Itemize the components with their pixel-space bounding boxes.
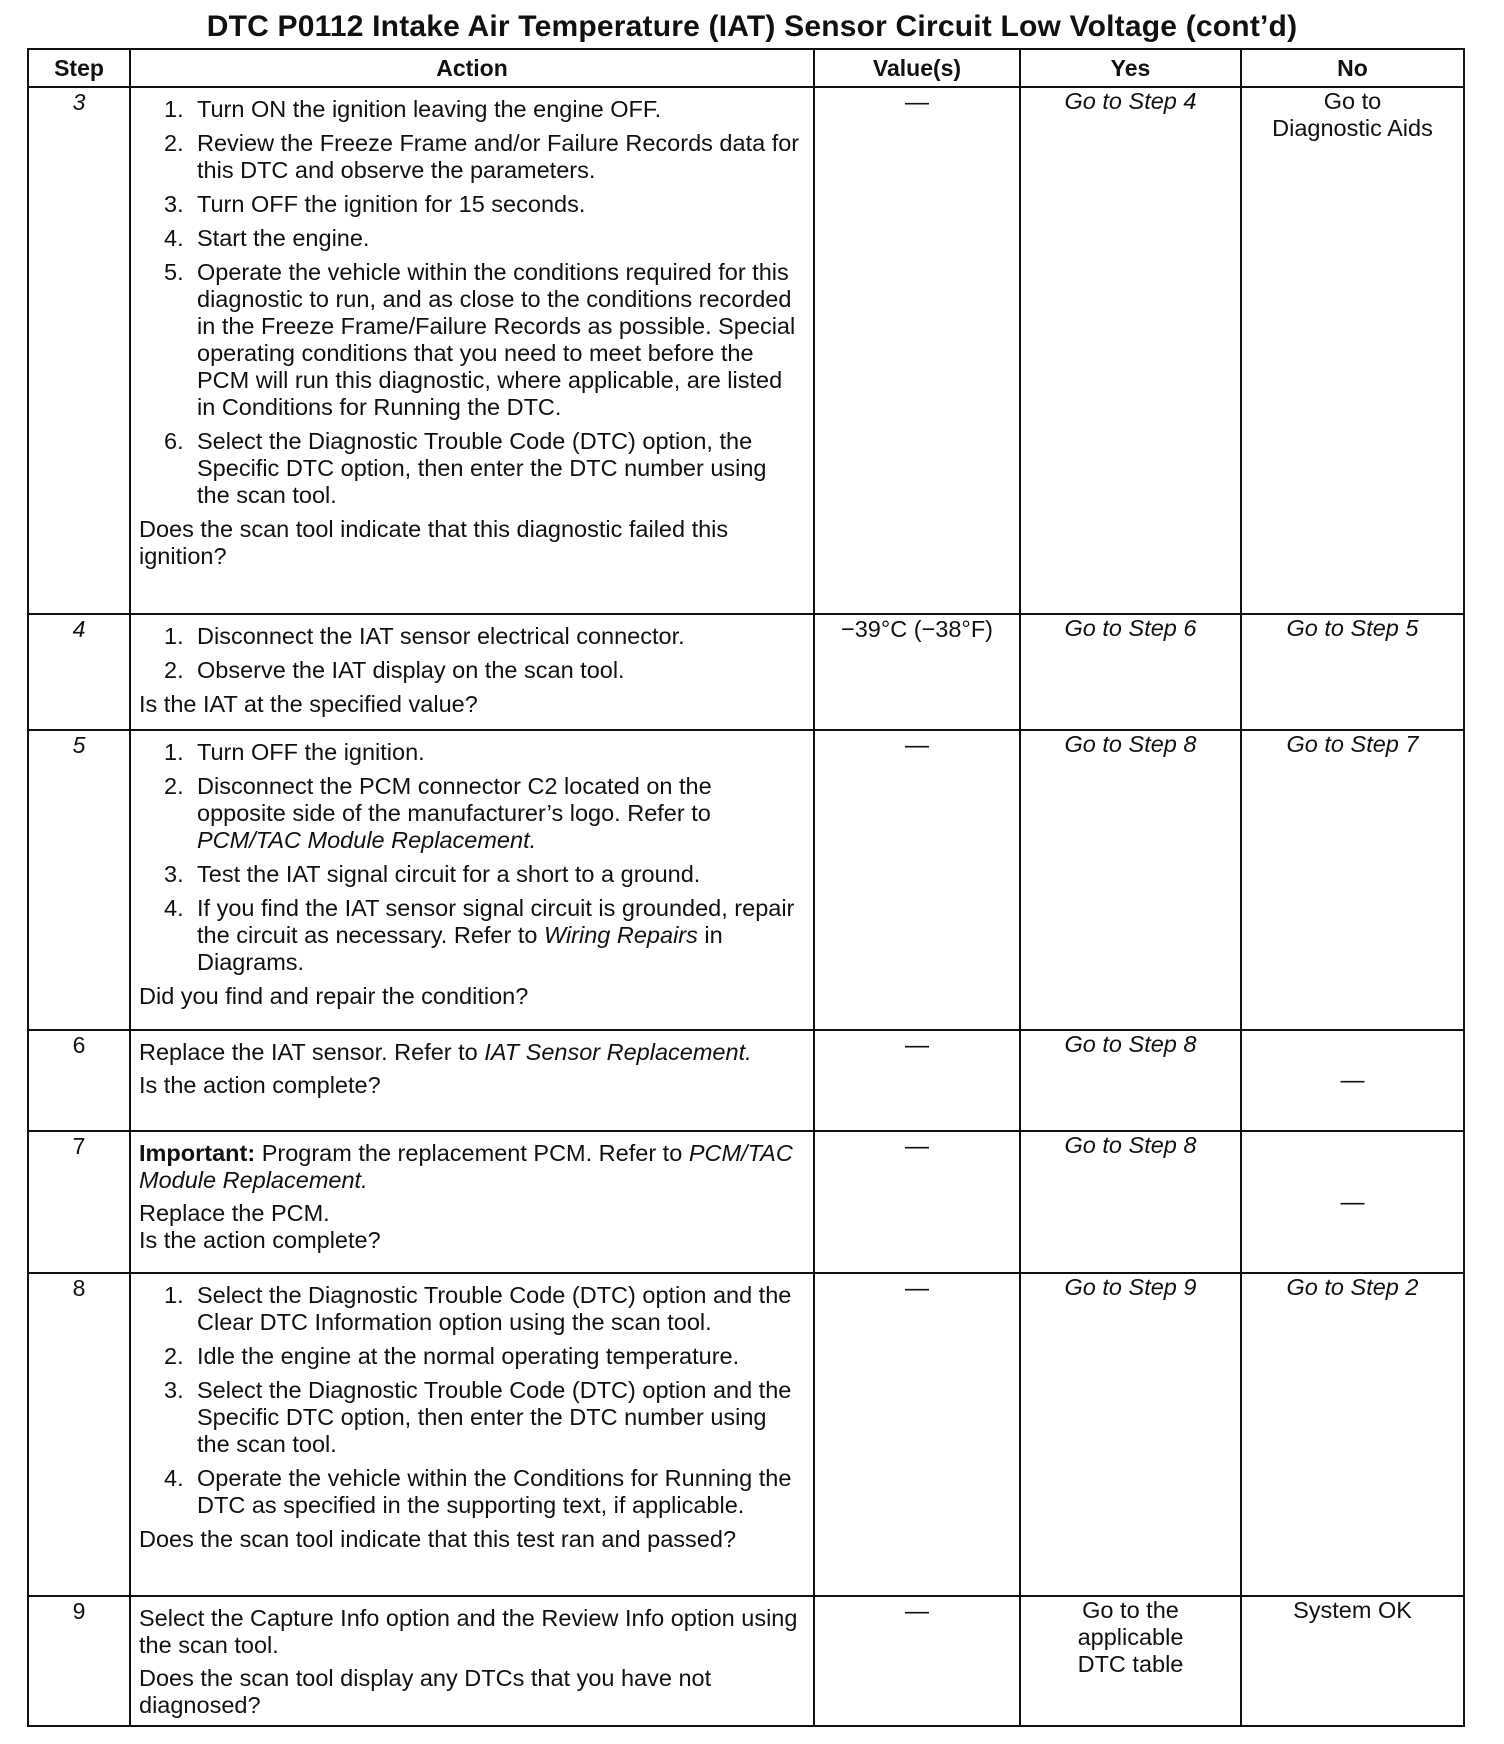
diagnostic-table (27, 48, 1465, 1727)
no-cell: — (1241, 1030, 1464, 1131)
list-item: 5. Operate the vehicle within the conditions required for this diagnostic to run, and as close to the conditions recorded in the Freeze Frame/Failure Records as possible. Special operating conditions that you need to meet before the PCM will run this diagnostic, where applicable, are listed in Conditions for Running the DTC. (164, 259, 796, 420)
question-text: Is the action complete? (139, 1072, 381, 1098)
list-item: 3. Select the Diagnostic Trouble Code (DTC) option and the Specific DTC option, then enter the DTC number using the scan tool. (164, 1377, 792, 1457)
list-item: 1. Turn ON the ignition leaving the engine OFF. (164, 96, 662, 122)
step-number: 6 (28, 1030, 130, 1131)
action-list (139, 623, 805, 684)
yes-cell: Go to Step 6 (1020, 614, 1241, 730)
step-number: 9 (28, 1596, 130, 1726)
table-row-step-3 (28, 87, 1464, 614)
no-cell: Go to Step 2 (1241, 1273, 1464, 1596)
yes-cell: Go to Step 8 (1020, 1131, 1241, 1273)
yes-cell: Go to Step 8 (1020, 730, 1241, 1030)
page-title: DTC P0112 Intake Air Temperature (IAT) Sensor Circuit Low Voltage (cont’d) (206, 10, 1298, 43)
question-text: Is the IAT at the specified value? (139, 691, 478, 717)
list-item: 4. Start the engine. (164, 225, 370, 251)
action-list (139, 1282, 805, 1519)
table-row-step-9 (28, 1596, 1464, 1726)
question-text: Does the scan tool indicate that this test ran and passed? (139, 1526, 737, 1552)
value-cell: — (814, 1273, 1020, 1596)
no-cell: Go to Step 7 (1241, 730, 1464, 1030)
table-row-step-6 (28, 1030, 1464, 1131)
table-row-step-5 (28, 730, 1464, 1030)
no-cell: Go to Step 5 (1241, 614, 1464, 730)
list-item: 3. Test the IAT signal circuit for a short to a ground. (164, 861, 701, 887)
action-cell (130, 87, 814, 614)
important-note: Important: Program the replacement PCM. Refer to PCM/TAC Module Replacement. (139, 1140, 793, 1193)
step-number: 7 (28, 1131, 130, 1273)
list-item: 3. Turn OFF the ignition for 15 seconds. (164, 191, 586, 217)
value-cell: — (814, 1030, 1020, 1131)
action-cell: Important: Program the replacement PCM. Refer to PCM/TAC Module Replacement. Replace the PCM. Is the action complete? (130, 1131, 814, 1273)
action-list (139, 739, 805, 976)
no-cell: — (1241, 1131, 1464, 1273)
header-action: Action (130, 49, 814, 87)
action-cell: Select the Capture Info option and the Review Info option using the scan tool. Does the scan tool display any DTCs that you have not diagnosed? (130, 1596, 814, 1726)
no-cell: Go to Diagnostic Aids (1241, 87, 1464, 614)
table-row-step-4 (28, 614, 1464, 730)
step-number: 3 (28, 87, 130, 614)
yes-cell: Go to Step 8 (1020, 1030, 1241, 1131)
action-cell (130, 1273, 814, 1596)
step-number: 4 (28, 614, 130, 730)
step-number: 5 (28, 730, 130, 1030)
action-cell: Replace the IAT sensor. Refer to IAT Sensor Replacement. Is the action complete? (130, 1030, 814, 1131)
list-item: 1. Turn OFF the ignition. (164, 739, 425, 765)
header-step: Step (28, 49, 130, 87)
question-text: Does the scan tool indicate that this diagnostic failed this ignition? (139, 516, 729, 569)
list-item: 2. Observe the IAT display on the scan tool. (164, 657, 625, 683)
step-number: 8 (28, 1273, 130, 1596)
list-item: 2. Disconnect the PCM connector C2 located on the opposite side of the manufacturer’s logo. Refer to PCM/TAC Module Replacement. (164, 773, 712, 853)
value-cell: — (814, 730, 1020, 1030)
list-item: 1. Disconnect the IAT sensor electrical connector. (164, 623, 685, 649)
table-row-step-8 (28, 1273, 1464, 1596)
action-list (139, 96, 805, 509)
list-item: 2. Review the Freeze Frame and/or Failure Records data for this DTC and observe the parameters. (164, 130, 800, 183)
list-item: 6. Select the Diagnostic Trouble Code (DTC) option, the Specific DTC option, then enter the DTC number using the scan tool. (164, 428, 767, 508)
value-cell: −39°C (−38°F) (814, 614, 1020, 730)
list-item: 2. Idle the engine at the normal operating temperature. (164, 1343, 740, 1369)
table-row-step-7 (28, 1131, 1464, 1273)
question-text: Did you find and repair the condition? (139, 983, 529, 1009)
action-cell (130, 730, 814, 1030)
value-cell: — (814, 1596, 1020, 1726)
yes-cell: Go to Step 4 (1020, 87, 1241, 614)
header-values: Value(s) (814, 49, 1020, 87)
yes-cell: Go to the applicable DTC table (1020, 1596, 1241, 1726)
value-cell: — (814, 1131, 1020, 1273)
no-cell: System OK (1241, 1596, 1464, 1726)
list-item: 1. Select the Diagnostic Trouble Code (DTC) option and the Clear DTC Information option using the scan tool. (164, 1282, 792, 1335)
header-yes: Yes (1020, 49, 1241, 87)
question-text: Is the action complete? (139, 1227, 381, 1253)
yes-cell: Go to Step 9 (1020, 1273, 1241, 1596)
question-text: Does the scan tool display any DTCs that you have not diagnosed? (139, 1665, 712, 1718)
header-row (28, 49, 1464, 87)
header-no: No (1241, 49, 1464, 87)
action-cell (130, 614, 814, 730)
value-cell: — (814, 87, 1020, 614)
list-item: 4. Operate the vehicle within the Conditions for Running the DTC as specified in the supporting text, if applicable. (164, 1465, 792, 1518)
list-item: 4. If you find the IAT sensor signal circuit is grounded, repair the circuit as necessary. Refer to Wiring Repairs in Diagrams. (164, 895, 795, 975)
